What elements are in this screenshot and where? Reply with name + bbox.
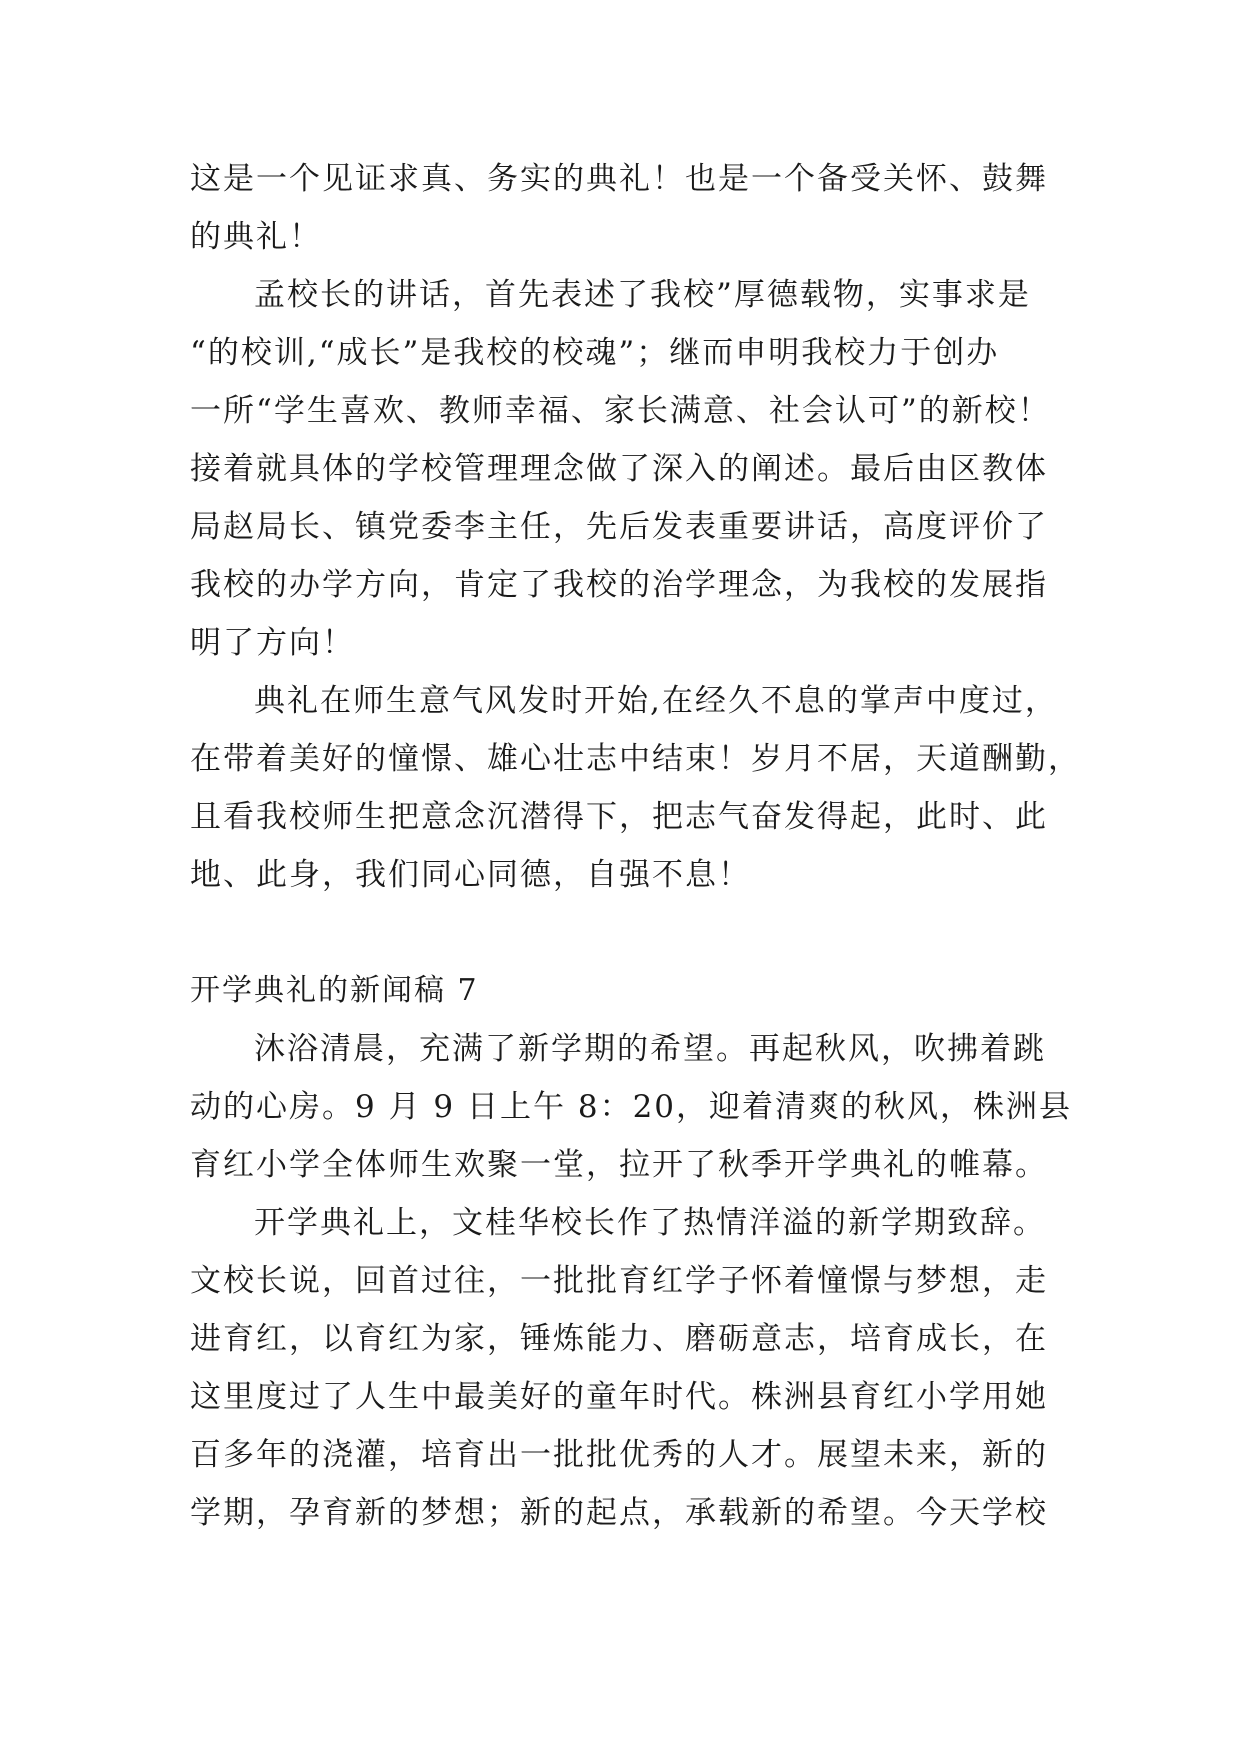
paragraph — [190, 672, 1081, 904]
paragraph — [190, 266, 1060, 672]
section-title: 开学典礼的新闻稿 7 — [190, 973, 479, 1008]
paragraph — [190, 1194, 1060, 1542]
text-line: 典礼在师生意气风发时开始,在经久不息的掌声中度过， — [254, 683, 1058, 719]
text-line: “的校训,“成长”是我校的校魂”；继而申明我校力于创办 — [190, 335, 1000, 371]
text-line: 开学典礼上，文桂华校长作了热情洋溢的新学期致辞。 — [254, 1205, 1046, 1241]
text-line: 学期，孕育新的梦想；新的起点，承载新的希望。今天学校 — [190, 1495, 1048, 1531]
text-line: 文校长说，回首过往，一批批育红学子怀着憧憬与梦想，走 — [190, 1263, 1048, 1299]
text-line: 这里度过了人生中最美好的童年时代。株洲县育红小学用她 — [190, 1379, 1048, 1415]
text-line: 育红小学全体师生欢聚一堂，拉开了秋季开学典礼的帷幕。 — [190, 1147, 1048, 1183]
text-line: 地、此身，我们同心同德，自强不息！ — [190, 857, 751, 893]
text-line: 我校的办学方向，肯定了我校的治学理念，为我校的发展指 — [190, 567, 1048, 603]
text-line: 且看我校师生把意念沉潜得下，把志气奋发得起，此时、此 — [190, 799, 1048, 835]
document-page — [190, 150, 1081, 1542]
text-line: 的典礼！ — [190, 219, 322, 255]
text-line: 在带着美好的憧憬、雄心壮志中结束！岁月不居，天道酬勤， — [190, 741, 1081, 777]
text-line: 百多年的浇灌，培育出一批批优秀的人才。展望未来，新的 — [190, 1437, 1048, 1473]
text-line: 动的心房。9 月 9 日上午 8：20，迎着清爽的秋风，株洲县 — [190, 1089, 1073, 1125]
text-line: 局赵局长、镇党委李主任，先后发表重要讲话，高度评价了 — [190, 509, 1048, 545]
text-line: 接着就具体的学校管理理念做了深入的阐述。最后由区教体 — [190, 451, 1048, 487]
text-line: 沐浴清晨，充满了新学期的希望。再起秋风，吹拂着跳 — [254, 1031, 1046, 1067]
paragraph — [190, 150, 1060, 266]
text-line: 进育红，以育红为家，锤炼能力、磨砺意志，培育成长，在 — [190, 1321, 1048, 1357]
paragraph — [190, 1020, 1073, 1194]
text-line: 明了方向！ — [190, 625, 355, 661]
text-line: 一所“学生喜欢、教师幸福、家长满意、社会认可”的新校！ — [190, 393, 1051, 429]
text-line: 这是一个见证求真、务实的典礼！也是一个备受关怀、鼓舞 — [190, 161, 1048, 197]
text-line: 孟校长的讲话，首先表述了我校”厚德载物，实事求是 — [254, 277, 1031, 313]
